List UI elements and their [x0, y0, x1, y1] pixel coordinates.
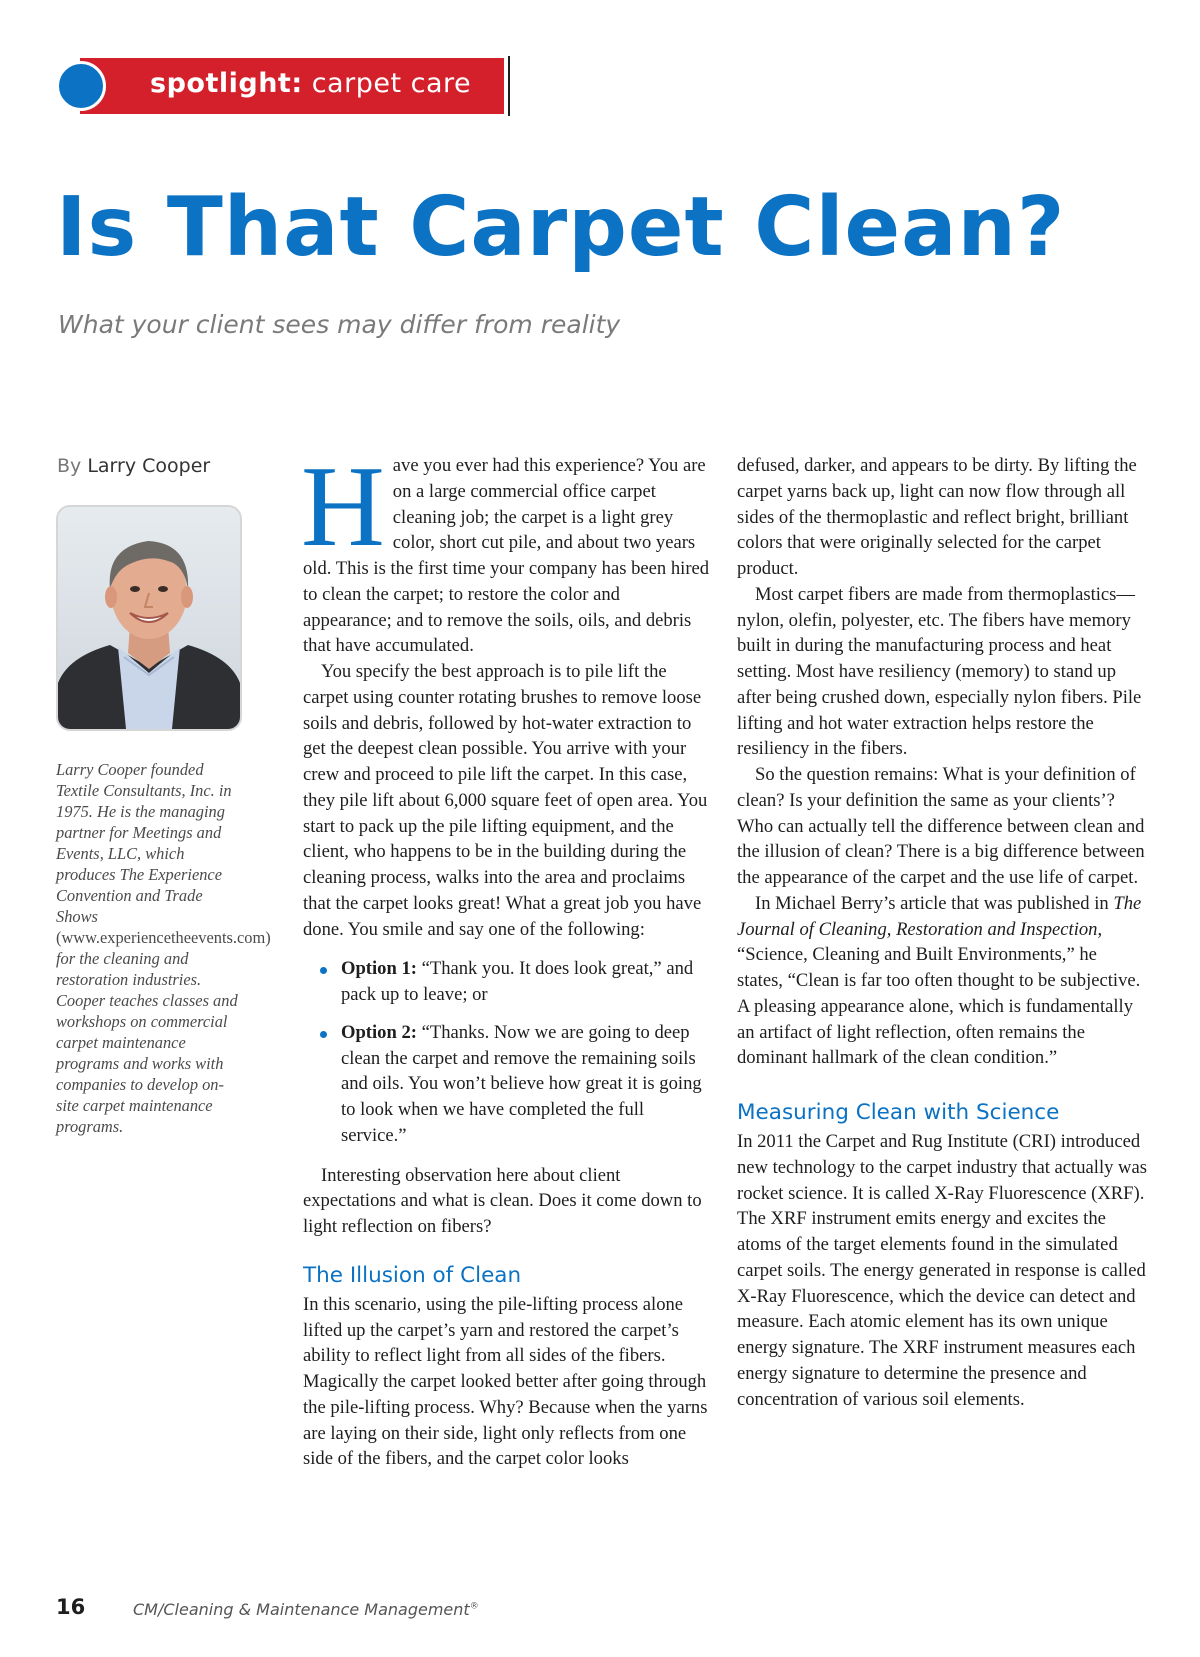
paragraph: Most carpet fibers are made from thermoplastics—nylon, olefin, polyester, etc. The fibers have memory built in during the manufacturing process and heat setting. Most have resiliency (memory) to stand up after being crushed down, especially nylon fibers. Pile lifting and hot water extraction helps restore the resiliency in the fibers.: [737, 583, 1142, 760]
section-banner: [56, 56, 511, 116]
author-name: Larry Cooper: [87, 455, 211, 477]
byline-prefix: By: [57, 455, 82, 477]
author-bio: [56, 759, 271, 1137]
option-label: Option 2:: [341, 1021, 417, 1043]
page-number: 16: [56, 1595, 86, 1619]
list-item: [341, 956, 713, 1008]
paragraph-continued: defused, darker, and appears to be dirty. By lifting the carpet yarns back up, light can now flow through all sides of the thermoplastic and reflect bright, brilliant colors that were originally selected for the carpet product.: [737, 455, 1137, 579]
author-portrait-icon: [58, 507, 240, 729]
body-column-2: [737, 453, 1147, 1412]
article-subtitle: What your client sees may differ from reality: [58, 310, 621, 339]
byline: [57, 455, 210, 477]
options-list: [303, 956, 713, 1148]
option-text: “Thank you. It does look great,” and pack up to leave; or: [341, 958, 694, 1005]
paragraph-text: , “Science, Cleaning and Built Environments,” he states, “Clean is far too often thought to be subjective. A pleasing appearance alone, which is fundamentally an artifact of light reflection, often remains the dominant hallmark of the clean condition.”: [737, 918, 1141, 1069]
journal-title: The Journal of Cleaning, Restoration and Inspection: [737, 892, 1142, 940]
paragraph-intro-text: ave you ever had this experience? You are on a large commercial office carpet cleaning job; the carpet is a light grey color, short cut pile, and about two years old. This is the first time your company has been hired to clean the carpet; to restore the color and appearance; and to remove the soils, oils, and debris that have accumulated.: [303, 455, 710, 657]
bio-text-1: Larry Cooper founded Textile Consultants, Inc. in 1975. He is the managing partner for Meetings and Events, LLC, which produces The Experience Convention and Trade Shows: [56, 760, 232, 926]
section-label-bold: spotlight:: [150, 68, 303, 99]
publication-title: CM/Cleaning & Maintenance Management: [133, 1600, 470, 1619]
body-column-1: [301, 443, 713, 1472]
section-label-topic: carpet care: [302, 68, 472, 99]
drop-cap: H: [301, 443, 385, 571]
registered-mark: ®: [469, 1601, 479, 1612]
option-label: Option 1:: [341, 958, 417, 980]
bullet-icon: [320, 967, 327, 974]
option-text: “Thanks. Now we are going to deep clean the carpet and remove the remaining soils and oils. You won’t believe how great it is going to look when we have completed the full service.”: [341, 1021, 702, 1146]
paragraph: So the question remains: What is your definition of clean? Is your definition the same as your clients’? Who can actually tell the difference between clean and the illusion of clean? There is a big difference between the appearance of the carpet and the use life of carpet.: [737, 764, 1145, 888]
paragraph: You specify the best approach is to pile lift the carpet using counter rotating brushes to remove loose soils and debris, followed by hot-water extraction to get the deepest clean possible. You arrive with your crew and proceed to pile lift the carpet. In this case, they pile lift about 6,000 square feet of open area. You start to pack up the pile lifting equipment, and the client, who happens to be in the building during the cleaning process, walks into the area and proclaims that the carpet looks great! What a great job you have done. You smile and say one of the following:: [303, 661, 708, 940]
bio-text-2: for the cleaning and restoration industries. Cooper teaches classes and workshops on commercial carpet maintenance programs and works with companies to develop on-site carpet maintenance programs.: [56, 949, 238, 1136]
banner-divider: [508, 56, 510, 116]
paragraph-intro: [301, 443, 713, 659]
list-item: [341, 1020, 713, 1149]
section-label: [150, 68, 471, 99]
author-photo: [56, 505, 242, 731]
paragraph-text: In Michael Berry’s article that was published in: [755, 892, 1114, 914]
paragraph: In 2011 the Carpet and Rug Institute (CRI) introduced new technology to the carpet industry that actually was rocket science. It is called X-Ray Fluorescence (XRF). The XRF instrument emits energy and excites the atoms of the target elements found in the simulated carpet soils. The energy generated in response is called X-Ray Fluorescence, which the device can detect and measure. Each atomic element has its own unique energy signature. The XRF instrument measures each energy signature to determine the presence and concentration of various soil elements.: [737, 1131, 1147, 1410]
paragraph: [737, 891, 1147, 1071]
bullet-icon: [320, 1031, 327, 1038]
section-heading: The Illusion of Clean: [303, 1262, 522, 1288]
bio-url: (www.experiencetheevents.com): [56, 928, 271, 947]
publication-name: [133, 1600, 479, 1619]
article-title: Is That Carpet Clean?: [56, 180, 1066, 275]
banner-dot-icon: [56, 61, 106, 111]
paragraph: Interesting observation here about client expectations and what is clean. Does it come down to light reflection on fibers?: [303, 1164, 702, 1237]
paragraph: In this scenario, using the pile-lifting process alone lifted up the carpet’s yarn and restored the carpet’s ability to reflect light from all sides of the fibers. Magically the carpet looked better after going through the pile-lifting process. Why? Because when the yarns are laying on their side, light only reflects from one side of the fibers, and the carpet color looks: [303, 1293, 708, 1470]
section-heading: Measuring Clean with Science: [737, 1100, 1060, 1125]
